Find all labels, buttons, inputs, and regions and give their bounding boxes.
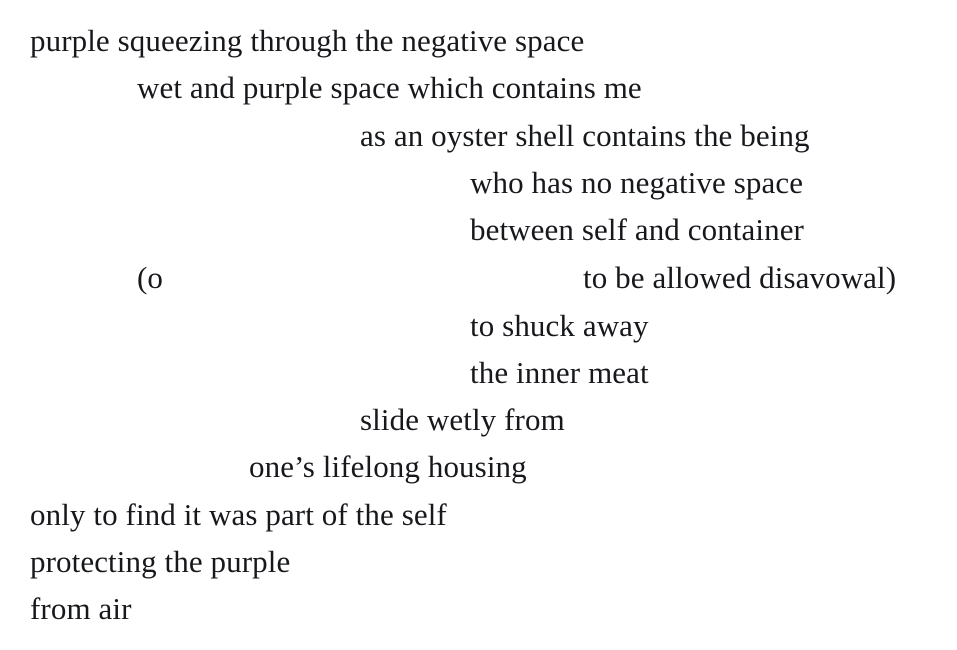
poem-line: only to find it was part of the self <box>30 497 447 532</box>
poem-line: the inner meat <box>470 355 649 390</box>
poem-line: wet and purple space which contains me <box>137 70 642 105</box>
poem-line: between self and container <box>470 212 804 247</box>
poem-line: to be allowed disavowal) <box>583 260 897 295</box>
poem-line: from air <box>30 591 132 626</box>
poem-line: one’s lifelong housing <box>249 449 527 484</box>
poem-line: who has no negative space <box>470 165 804 200</box>
poem-line: to shuck away <box>470 308 649 343</box>
poem-line: purple squeezing through the negative space <box>30 23 585 58</box>
poem-line: slide wetly from <box>360 402 565 437</box>
poem-line: protecting the purple <box>30 544 291 579</box>
poem-line: (o <box>137 260 164 295</box>
poem-line: as an oyster shell contains the being <box>360 118 810 153</box>
